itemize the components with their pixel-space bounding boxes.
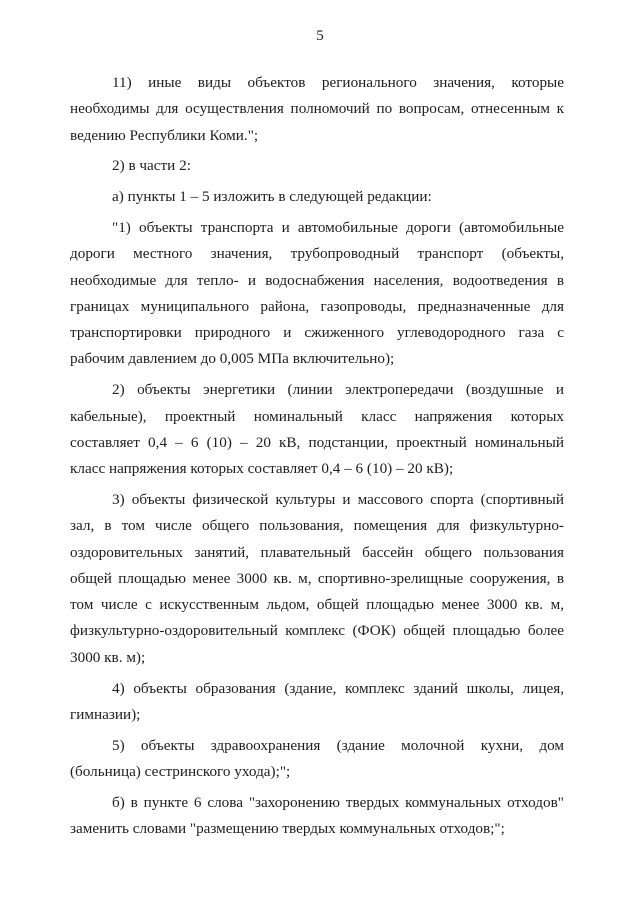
text-line: оздоровительных занятий, плавательный бассейн общего пользования <box>70 543 564 561</box>
paragraph-item-1 <box>70 215 564 373</box>
text-line: дороги местного значения, трубопроводный транспорт (объекты, <box>70 245 564 263</box>
text-line: границах муниципального района, газопроводы, предназначенные для <box>70 297 564 315</box>
paragraph-item-11 <box>70 70 564 149</box>
text-line: гимназии); <box>70 705 141 723</box>
text-line: 11) иные виды объектов регионального значения, которые <box>112 74 564 91</box>
text-line: зал, в том числе общего пользования, помещения для физкультурно- <box>70 517 564 535</box>
document-body <box>70 70 564 847</box>
text-line: ведению Республики Коми."; <box>70 126 259 144</box>
paragraph-item-3 <box>70 487 564 671</box>
paragraph-item-2 <box>70 377 564 482</box>
text-line: (больница) сестринского ухода);"; <box>70 762 291 780</box>
text-line: общей площадью менее 3000 кв. м, спортивно-зрелищные сооружения, в <box>70 569 564 587</box>
text-line: необходимы для осуществления полномочий по вопросам, отнесенным к <box>70 100 564 118</box>
page-number: 5 <box>316 28 324 44</box>
text-line: физкультурно-оздоровительный комплекс (ФОК) общей площадью более <box>70 622 564 640</box>
text-line: 4) объекты образования (здание, комплекс зданий школы, лицея, <box>112 679 564 697</box>
text-line: кабельные), проектный номинальный класс напряжения которых <box>70 407 564 425</box>
text-line: том числе с искусственным льдом, общей площадью менее 3000 кв. м, <box>70 596 564 614</box>
paragraph-subitem-a <box>70 184 564 210</box>
text-line: б) в пункте 6 слова "захоронению твердых коммунальных отходов" <box>112 793 564 811</box>
text-line: рабочим давлением до 0,005 МПа включительно); <box>70 350 395 368</box>
text-line: необходимые для тепло- и водоснабжения населения, водоотведения в <box>70 271 564 289</box>
text-line: транспортировки природного и сжиженного углеводородного газа с <box>70 324 564 342</box>
text-line: 5) объекты здравоохранения (здание молочной кухни, дом <box>112 736 564 754</box>
text-line: 2) в части 2: <box>112 157 191 175</box>
text-line: 3) объекты физической культуры и массового спорта (спортивный <box>112 490 564 508</box>
text-line: заменить словами "размещению твердых коммунальных отходов;"; <box>70 820 505 838</box>
paragraph-part-2 <box>70 153 564 179</box>
text-line: а) пункты 1 – 5 изложить в следующей редакции: <box>112 188 432 206</box>
text-line: 2) объекты энергетики (линии электропередачи (воздушные и <box>112 381 564 399</box>
paragraph-item-5 <box>70 733 564 786</box>
text-line: составляет 0,4 – 6 (10) – 20 кВ, подстанции, проектный номинальный <box>70 433 564 451</box>
text-line: класс напряжения которых составляет 0,4 – 6 (10) – 20 кВ); <box>70 460 454 478</box>
paragraph-subitem-b <box>70 790 564 843</box>
paragraph-item-4 <box>70 676 564 729</box>
text-line: 3000 кв. м); <box>70 648 146 666</box>
text-line: "1) объекты транспорта и автомобильные дороги (автомобильные <box>112 218 564 236</box>
